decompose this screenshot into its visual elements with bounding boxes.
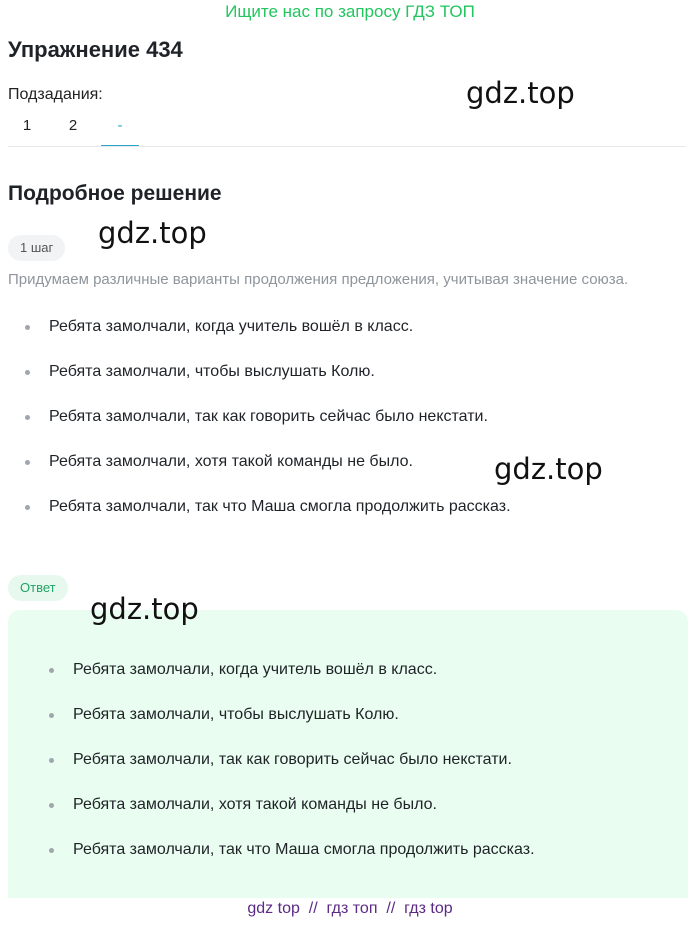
list-item-text: Ребята замолчали, когда учитель вошёл в класс. bbox=[73, 661, 438, 678]
bullet-icon bbox=[49, 668, 54, 673]
list-item bbox=[49, 658, 535, 703]
bullet-icon bbox=[49, 758, 54, 763]
bullet-icon bbox=[25, 460, 30, 465]
divider bbox=[8, 146, 686, 147]
list-item bbox=[25, 405, 511, 450]
solution-title: Подробное решение bbox=[8, 182, 222, 205]
promo-banner[interactable]: Ищите нас по запросу ГДЗ ТОП bbox=[225, 2, 475, 21]
subtask-tab-1[interactable]: 1 bbox=[22, 117, 32, 134]
bullet-icon bbox=[25, 370, 30, 375]
footer-links[interactable]: gdz top // гдз топ // гдз top bbox=[247, 900, 453, 917]
step-badge: 1 шаг bbox=[8, 235, 65, 261]
list-item bbox=[25, 360, 511, 405]
bullet-icon bbox=[25, 325, 30, 330]
list-item bbox=[49, 838, 535, 883]
list-item-text: Ребята замолчали, так что Маша смогла продолжить рассказ. bbox=[49, 498, 511, 515]
list-item bbox=[25, 315, 511, 360]
watermark: gdz.top bbox=[90, 592, 199, 626]
list-item-text: Ребята замолчали, так как говорить сейчас было некстати. bbox=[73, 751, 512, 768]
watermark: gdz.top bbox=[494, 452, 603, 486]
subtasks-label: Подзадания: bbox=[8, 86, 103, 103]
bullet-icon bbox=[49, 713, 54, 718]
bullet-icon bbox=[49, 848, 54, 853]
list-item-text: Ребята замолчали, чтобы выслушать Колю. bbox=[49, 363, 375, 380]
answer-badge: Ответ bbox=[8, 575, 68, 601]
watermark: gdz.top bbox=[98, 216, 207, 250]
list-item-text: Ребята замолчали, так как говорить сейчас было некстати. bbox=[49, 408, 488, 425]
list-item-text: Ребята замолчали, чтобы выслушать Колю. bbox=[73, 706, 399, 723]
list-item-text: Ребята замолчали, так что Маша смогла продолжить рассказ. bbox=[73, 841, 535, 858]
list-item bbox=[25, 450, 511, 495]
list-item bbox=[49, 748, 535, 793]
page-title: Упражнение 434 bbox=[8, 37, 183, 62]
list-item bbox=[49, 703, 535, 748]
step-hint: Придумаем различные варианты продолжения предложения, учитывая значение союза. bbox=[8, 271, 629, 288]
list-item-text: Ребята замолчали, хотя такой команды не было. bbox=[73, 796, 437, 813]
bullet-icon bbox=[49, 803, 54, 808]
watermark: gdz.top bbox=[466, 76, 575, 110]
list-item bbox=[49, 793, 535, 838]
bullet-icon bbox=[25, 415, 30, 420]
list-item bbox=[25, 495, 511, 540]
list-item-text: Ребята замолчали, когда учитель вошёл в класс. bbox=[49, 318, 414, 335]
solution-list bbox=[25, 315, 511, 540]
subtask-tab-2[interactable]: 2 bbox=[68, 117, 78, 134]
answer-list bbox=[49, 658, 535, 883]
subtask-tab-current[interactable]: - bbox=[101, 112, 139, 147]
bullet-icon bbox=[25, 505, 30, 510]
list-item-text: Ребята замолчали, хотя такой команды не было. bbox=[49, 453, 413, 470]
